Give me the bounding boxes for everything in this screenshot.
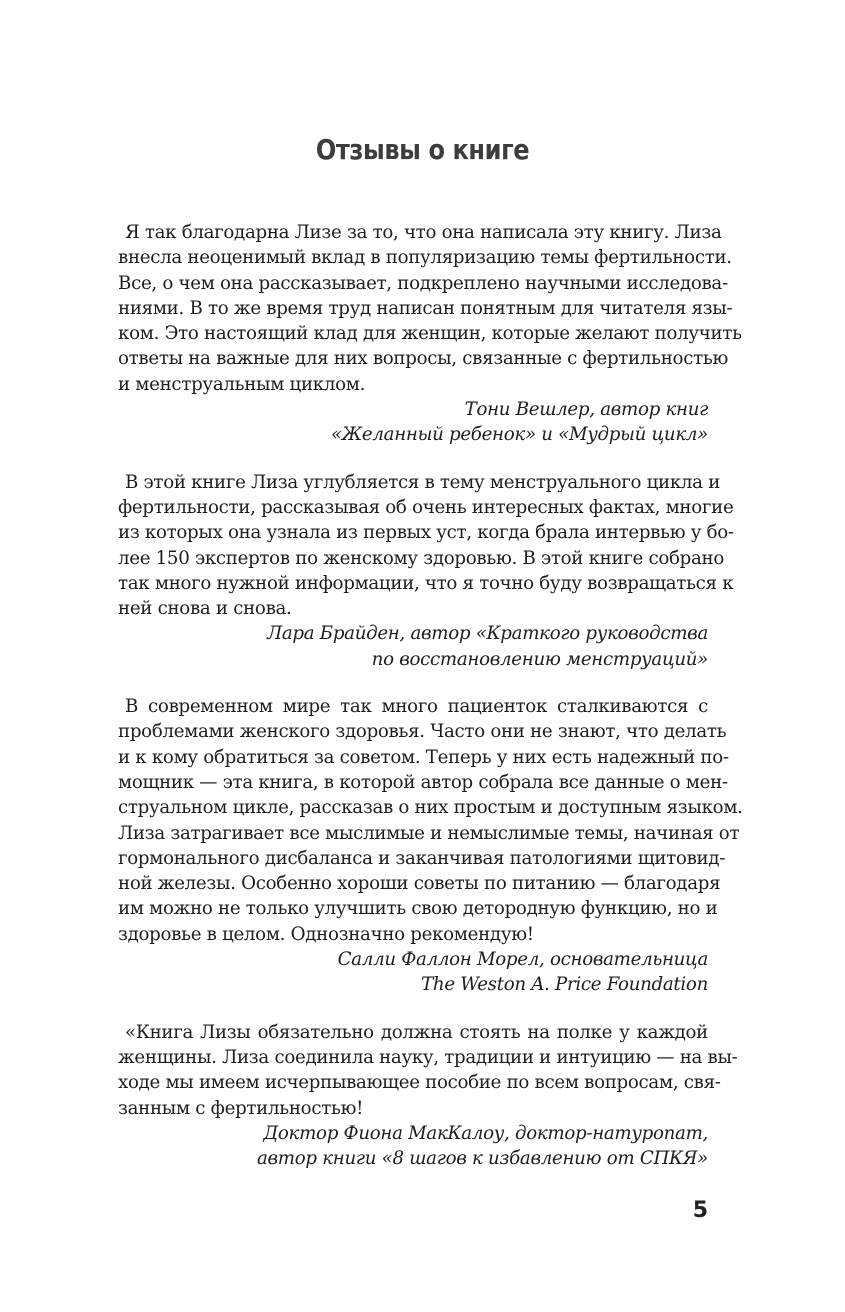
text-line: Все, о чем она рассказывает, подкреплено научными исследова- <box>118 272 728 294</box>
review-1 <box>118 220 742 448</box>
review-attribution <box>118 1121 708 1172</box>
text-line: так много нужной информации, что я точно буду возвращаться к <box>118 572 734 594</box>
text-line: В современном мире так много пациенток сталкиваются с <box>125 696 708 718</box>
text-line: ходе мы имеем исчерпывающее пособие по всем вопросам, свя- <box>118 1072 721 1094</box>
attribution-line: «Желанный ребенок» и «Мудрый цикл» <box>330 424 708 446</box>
text-line: занным с фертильностью! <box>118 1097 364 1119</box>
text-line: ниями. В то же время труд написан понятным для читателя язы- <box>118 297 733 319</box>
review-text <box>118 694 743 947</box>
attribution-line: Тони Вешлер, автор книг <box>464 399 708 421</box>
text-line: здоровье в целом. Однозначно рекомендую! <box>118 923 534 945</box>
text-line: женщины. Лиза соединила науку, традиции и интуицию — на вы- <box>118 1046 738 1068</box>
attribution-line: The Weston A. Price Foundation <box>421 974 708 996</box>
text-line: струальном цикле, рассказав о них простым и доступным языком. <box>118 797 743 819</box>
text-line: фертильности, рассказывая об очень интересных фактах, многие <box>118 496 734 518</box>
text-line: ком. Это настоящий клад для женщин, которые желают получить <box>118 323 742 345</box>
text-line: ной железы. Особенно хороши советы по питанию — благодаря <box>118 873 721 895</box>
attribution-line: автор книги «8 шагов к избавлению от СПКЯ» <box>256 1148 708 1170</box>
text-line: проблемами женского здоровья. Часто они не знают, что делать <box>118 721 727 743</box>
text-line: мощник — эта книга, в которой автор собрала все данные о мен- <box>118 771 728 793</box>
review-4 <box>118 1020 738 1172</box>
review-attribution <box>118 621 708 672</box>
text-line: гормонального дисбаланса и заканчивая патологиями щитовид- <box>118 847 726 869</box>
text-line: ней снова и снова. <box>118 598 292 620</box>
attribution-line: Доктор Фиона МакКалоу, доктор-натуропат, <box>263 1122 708 1144</box>
review-2 <box>118 470 734 672</box>
text-line: из которых она узнала из первых уст, когда брала интервью у бо- <box>118 522 734 544</box>
text-line: и менструальным циклом. <box>118 373 366 395</box>
review-text <box>118 470 734 622</box>
review-attribution <box>118 947 708 998</box>
text-line: Лиза затрагивает все мыслимые и немыслимые темы, начиная от <box>118 822 740 844</box>
page-number: 5 <box>692 1198 708 1223</box>
attribution-line: по восстановлению менструаций» <box>371 648 708 670</box>
text-line: им можно не только улучшить свою детородную функцию, но и <box>118 898 718 920</box>
text-line: В этой книге Лиза углубляется в тему менструального цикла и <box>125 471 721 493</box>
attribution-line: Лара Брайден, автор «Краткого руководства <box>266 623 708 645</box>
attribution-line: Салли Фаллон Морел, основательница <box>337 949 708 971</box>
text-line: Я так благодарна Лизе за то, что она написала эту книгу. Лиза <box>125 222 722 243</box>
text-line: и к кому обратиться за советом. Теперь у них есть надежный по- <box>118 746 729 768</box>
text-line: лее 150 экспертов по женскому здоровью. В этой книге собрано <box>118 547 725 569</box>
review-3 <box>118 694 743 998</box>
reviews-section <box>118 220 743 1193</box>
text-line: ответы на важные для них вопросы, связанные с фертильностью <box>118 348 728 370</box>
review-attribution <box>118 397 708 448</box>
text-line: «Книга Лизы обязательно должна стоять на полке у каждой <box>125 1021 708 1043</box>
review-text <box>118 220 742 397</box>
page-title: Отзывы о книге <box>315 133 530 166</box>
review-text <box>118 1020 738 1121</box>
text-line: внесла неоценимый вклад в популяризацию темы фертильности. <box>118 247 732 269</box>
